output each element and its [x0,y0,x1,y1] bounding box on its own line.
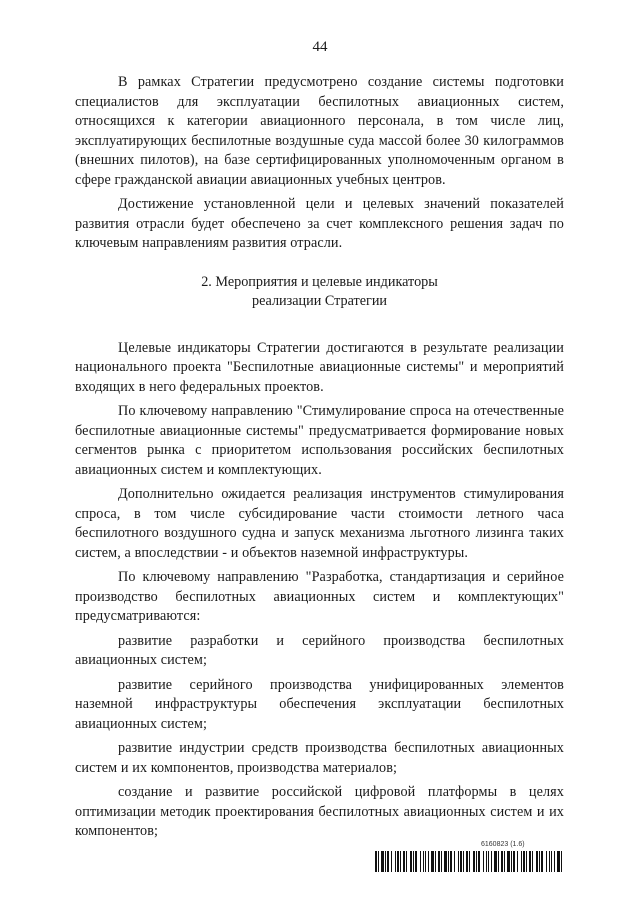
list-item: развитие разработки и серийного производства беспилотных авиационных систем; [75,632,564,668]
barcode-image [375,851,562,872]
paragraph: Дополнительно ожидается реализация инструментов стимулирования спроса, в том числе субсидирование части стоимости летного часа беспилотного воздушного судна и запуск механизма льготного лизинга таких систем, а впоследствии - и объектов наземной инфраструктуры. [75,486,564,561]
section-heading-line: 2. Мероприятия и целевые индикаторы [201,273,438,290]
list-item: развитие индустрии средств производства беспилотных авиационных систем и их компонентов, производства материалов; [75,740,564,776]
paragraph: Достижение установленной цели и целевых значений показателей развития отрасли будет обеспечено за счет комплексного решения задач по ключевым направлениям развития отрасли. [75,196,564,251]
section-heading-line: реализации Стратегии [251,293,388,309]
document-code: 6160823 (1.6) [481,841,525,848]
document-body [75,73,564,847]
list-item: развитие серийного производства унифицированных элементов наземной инфраструктуры обеспечения эксплуатации беспилотных авиационных систем; [75,676,564,732]
paragraph: Целевые индикаторы Стратегии достигаются в результате реализации национального проекта "Беспилотные авиационные системы" и мероприятий входящих в него федеральных проектов. [75,339,564,395]
section-heading [75,273,564,312]
page-number: 44 [312,39,328,55]
paragraph: В рамках Стратегии предусмотрено создание системы подготовки специалистов для эксплуатации беспилотных авиационных систем, относящихся к категории авиационного персонала, в том числе лиц, эксплуатирующих беспилотные воздушные суда массой более 30 килограммов (внешних пилотов), на базе сертифицированных уполномоченным органом в сфере гражданской авиации авиационных учебных центров. [75,74,564,188]
paragraph: По ключевому направлению "Стимулирование спроса на отечественные беспилотные авиационные системы" предусматривается формирование новых сегментов рынка с приоритетом использования российских беспилотных авиационных систем и комплектующих. [75,403,564,478]
list-item: создание и развитие российской цифровой платформы в целях оптимизации методик проектирования беспилотных авиационных систем и их компонентов; [75,784,564,839]
paragraph: По ключевому направлению "Разработка, стандартизация и серийное производство беспилотных авиационных систем и комплектующих" предусматриваются: [75,569,564,624]
